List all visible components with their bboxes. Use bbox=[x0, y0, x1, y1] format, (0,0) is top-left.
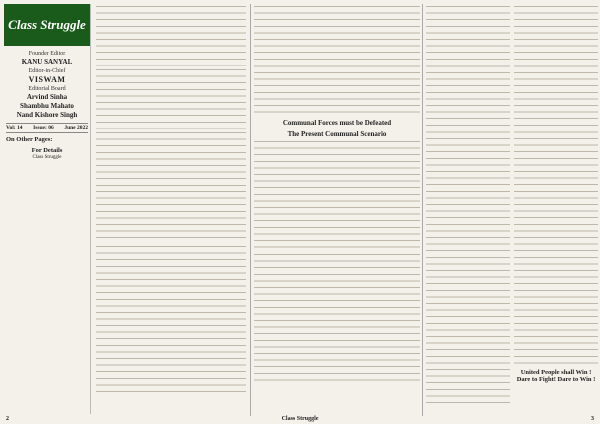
masthead-title: Class Struggle bbox=[8, 17, 86, 32]
contact-name: Class Struggle bbox=[32, 155, 62, 160]
paragraph bbox=[96, 132, 246, 188]
paragraph bbox=[96, 69, 246, 129]
for-details-heading: For Details bbox=[31, 147, 63, 154]
editor-name: VISWAM bbox=[28, 75, 66, 84]
paragraph bbox=[254, 6, 420, 116]
paragraph bbox=[254, 141, 420, 251]
paragraph bbox=[254, 254, 420, 384]
board-label: Editorial Board bbox=[28, 86, 66, 92]
article-column-1 bbox=[96, 6, 246, 410]
paragraph bbox=[96, 325, 246, 395]
board-member: Nand Kishore Singh bbox=[16, 111, 78, 119]
board-member: Shambhu Mahato bbox=[20, 102, 74, 110]
board-member: Arvind Sinha bbox=[26, 93, 68, 101]
column-divider bbox=[422, 4, 423, 416]
article-column-3 bbox=[426, 6, 510, 410]
sidebar-info-panel bbox=[4, 4, 91, 414]
article-column-4 bbox=[514, 6, 598, 410]
footer-title: Class Struggle bbox=[281, 416, 319, 422]
volume: Vol: 14 bbox=[6, 125, 23, 131]
issue-info-bar bbox=[6, 123, 88, 133]
founder-label: Founder Editor bbox=[28, 51, 66, 57]
subheadline: The Present Communal Scenario bbox=[287, 130, 387, 138]
page-number-right: 3 bbox=[591, 416, 594, 422]
founder-name: KANU SANYAL bbox=[21, 58, 73, 66]
paragraph bbox=[514, 6, 598, 366]
article-column-2 bbox=[254, 6, 420, 410]
column-divider bbox=[250, 4, 251, 416]
headline: Communal Forces must be Defeated bbox=[282, 119, 392, 127]
slogan: United People shall Win ! Dare to Fight! Dare to Win ! bbox=[516, 369, 596, 383]
paragraph bbox=[426, 6, 510, 406]
masthead-logo bbox=[4, 4, 90, 46]
page-footer bbox=[0, 414, 600, 424]
paragraph bbox=[96, 246, 246, 322]
issue-date: June 2022 bbox=[64, 125, 88, 131]
paragraph bbox=[96, 191, 246, 243]
editorial-credits bbox=[4, 50, 90, 120]
on-other-pages-heading: On Other Pages: bbox=[6, 136, 53, 143]
paragraph bbox=[96, 6, 246, 66]
editor-label: Editor-in-Chief bbox=[28, 68, 66, 74]
page-number-left: 2 bbox=[6, 416, 9, 422]
issue: Issue: 06 bbox=[33, 125, 54, 131]
